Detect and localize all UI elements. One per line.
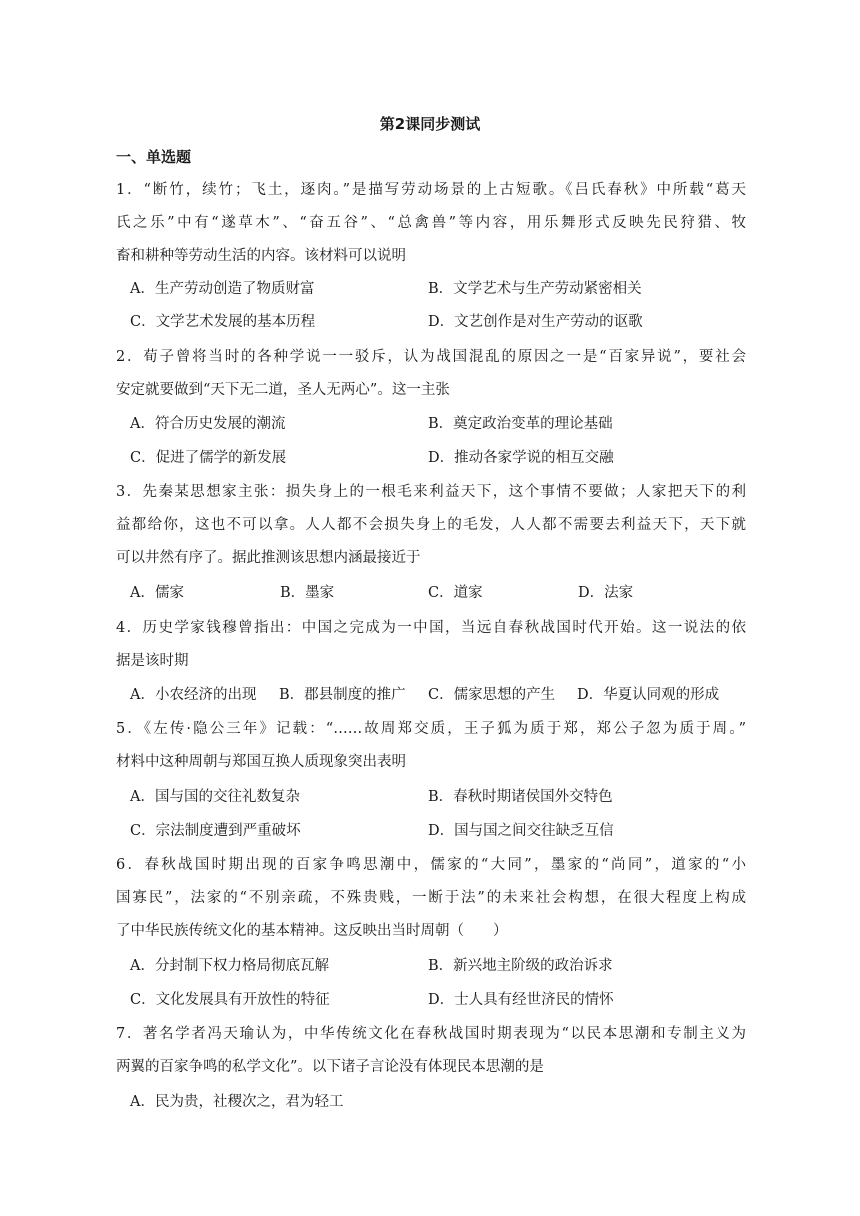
question-4-option-d[interactable]: D．华夏认同观的形成 — [577, 687, 720, 703]
question-5-option-c[interactable]: C．宗法制度遭到严重破坏 — [130, 823, 301, 839]
question-5-line-1: 5．《左传·隐公三年》记载：“……故周郑交质，王子狐为质于郑，郑公子忽为质于周。” — [116, 721, 746, 737]
question-6-option-c[interactable]: C．文化发展具有开放性的特征 — [130, 992, 330, 1008]
question-1-line-2: 氏之乐”中有“遂草木”、“奋五谷”、“总禽兽”等内容，用乐舞形式反映先民狩猎、牧 — [116, 215, 746, 231]
question-6-option-d[interactable]: D．士人具有经世济民的情怀 — [428, 992, 614, 1008]
question-3-option-d[interactable]: D．法家 — [578, 585, 634, 601]
question-5-option-b[interactable]: B．春秋时期诸侯国外交特色 — [428, 789, 613, 805]
question-6-line-3: 了中华民族传统文化的基本精神。这反映出当时周朝（ ） — [116, 923, 508, 939]
question-1-line-3: 畜和耕种等劳动生活的内容。该材料可以说明 — [116, 248, 406, 264]
question-3-option-a[interactable]: A．儒家 — [130, 585, 184, 601]
section-heading: 一、单选题 — [116, 148, 192, 166]
question-7-line-1: 7．著名学者冯天瑜认为，中华传统文化在春秋战国时期表现为“以民本思潮和专制主义为 — [116, 1026, 746, 1042]
question-7-line-2: 两翼的百家争鸣的私学文化”。以下诸子言论没有体现民本思潮的是 — [116, 1059, 544, 1075]
question-3-line-3: 可以井然有序了。据此推测该思想内涵最接近于 — [116, 550, 421, 566]
question-2-option-b[interactable]: B．奠定政治变革的理论基础 — [428, 416, 613, 432]
question-6-option-a[interactable]: A．分封制下权力格局彻底瓦解 — [130, 958, 329, 974]
question-6-line-2: 国寡民”，法家的“不别亲疏，不殊贵贱，一断于法”的未来社会构想，在很大程度上构成 — [116, 890, 746, 906]
page-title: 第2课同步测试 — [379, 115, 481, 133]
question-1-option-b[interactable]: B．文学艺术与生产劳动紧密相关 — [428, 281, 642, 297]
question-1-option-a[interactable]: A．生产劳动创造了物质财富 — [130, 281, 315, 297]
question-2-line-2: 安定就要做到“天下无二道，圣人无两心”。这一主张 — [116, 382, 450, 398]
question-4-line-1: 4．历史学家钱穆曾指出：中国之完成为一中国，当远自春秋战国时代开始。这一说法的依 — [116, 620, 746, 636]
question-2-line-1: 2．荀子曾将当时的各种学说一一驳斥，认为战国混乱的原因之一是“百家异说”，要社会 — [116, 349, 746, 365]
question-3-line-1: 3．先秦某思想家主张：损失身上的一根毛来利益天下，这个事情不要做；人家把天下的利 — [116, 484, 746, 500]
question-4-line-2: 据是该时期 — [116, 653, 189, 669]
question-2-option-c[interactable]: C．促进了儒学的新发展 — [130, 450, 287, 466]
question-6-line-1: 6．春秋战国时期出现的百家争鸣思潮中，儒家的“大同”，墨家的“尚同”，道家的“小 — [116, 857, 746, 873]
question-3-option-c[interactable]: C．道家 — [428, 585, 483, 601]
question-3-line-2: 益都给你，这也不可以拿。人人都不会损失身上的毛发，人人都不需要去利益天下，天下就 — [116, 517, 746, 533]
question-5-line-2: 材料中这种周朝与郑国互换人质现象突出表明 — [116, 754, 406, 770]
question-4-option-a[interactable]: A．小农经济的出现 — [130, 687, 257, 703]
question-6-option-b[interactable]: B．新兴地主阶级的政治诉求 — [428, 958, 613, 974]
question-7-option-a[interactable]: A．民为贵，社稷次之，君为轻工 — [130, 1094, 344, 1110]
question-4-option-b[interactable]: B．郡县制度的推广 — [279, 687, 406, 703]
question-2-option-d[interactable]: D．推动各家学说的相互交融 — [428, 450, 614, 466]
question-3-option-b[interactable]: B．墨家 — [280, 585, 335, 601]
question-2-option-a[interactable]: A．符合历史发展的潮流 — [130, 416, 286, 432]
question-5-option-a[interactable]: A．国与国的交往礼数复杂 — [130, 789, 300, 805]
question-1-line-1: 1．“断竹，续竹；飞土，逐肉。”是描写劳动场景的上古短歌。《吕氏春秋》中所载“葛天 — [116, 182, 746, 198]
question-4-option-c[interactable]: C．儒家思想的产生 — [428, 687, 556, 703]
question-1-option-d[interactable]: D．文艺创作是对生产劳动的讴歌 — [428, 314, 643, 330]
question-1-option-c[interactable]: C．文学艺术发展的基本历程 — [130, 314, 316, 330]
question-5-option-d[interactable]: D．国与国之间交往缺乏互信 — [428, 823, 614, 839]
